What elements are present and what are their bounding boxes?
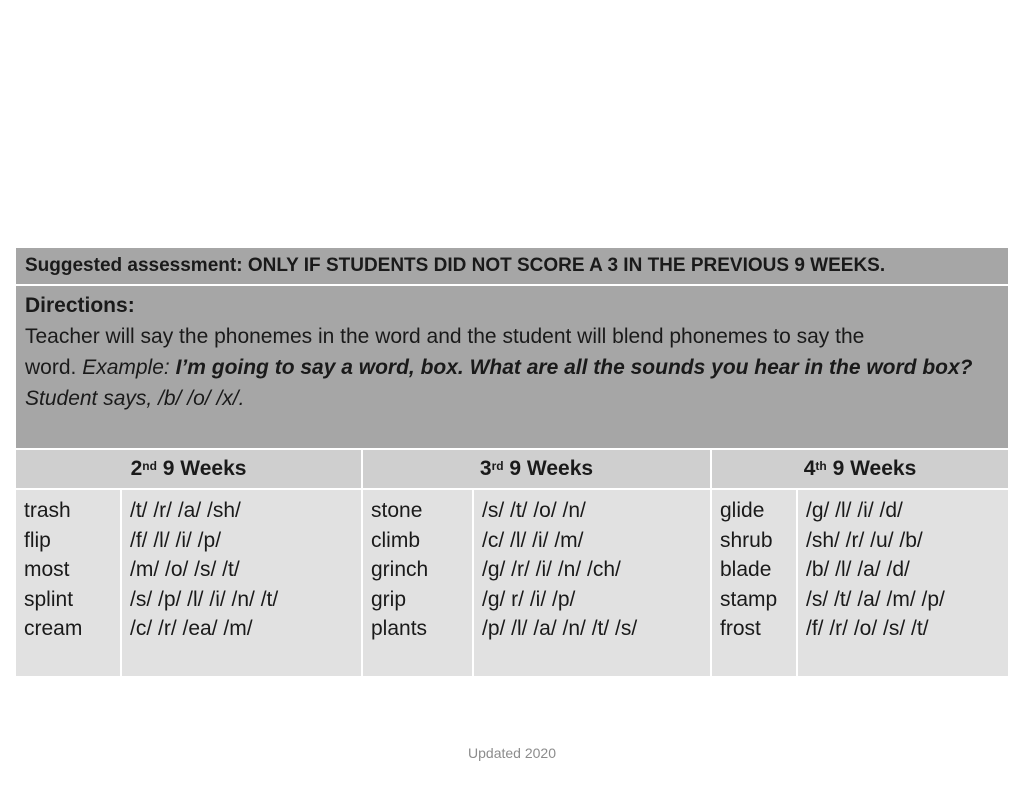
word: blade [720, 558, 772, 581]
assessment-table [16, 248, 1008, 676]
phonemes-3rd [474, 490, 712, 676]
week-label: 9 Weeks [503, 457, 594, 480]
word: grip [371, 587, 407, 611]
word: cream [24, 617, 83, 640]
phonemes: /s/ /t/ /o/ /n/ [482, 499, 586, 522]
example-label: Example: [82, 356, 176, 379]
directions-example [25, 352, 999, 383]
phonemes: /s/ /t/ /a/ /m/ /p/ [806, 587, 945, 611]
week-number: 3 [479, 457, 492, 480]
words-3rd [363, 490, 474, 676]
week-suffix: th [815, 459, 827, 473]
phonemes: /g/ /r/ /i/ /n/ /ch/ [482, 558, 621, 581]
week-header-2nd [16, 450, 363, 488]
assessment-header-row [16, 248, 1008, 286]
word: climb [371, 528, 421, 552]
week-label: 9 Weeks [156, 457, 247, 480]
word: trash [24, 499, 71, 522]
word: most [24, 558, 70, 581]
directions-line-2-start: word. [25, 356, 83, 379]
words-2nd [16, 490, 122, 676]
week-number: 2 [130, 457, 143, 480]
week-label: 9 Weeks [826, 457, 917, 480]
word: splint [24, 587, 74, 611]
week-header-3rd [363, 450, 712, 488]
word: plants [371, 617, 428, 640]
word-list-row [16, 490, 1008, 676]
assessment-note: ONLY IF STUDENTS DID NOT SCORE A 3 IN THE PREVIOUS 9 WEEKS. [247, 255, 886, 276]
weeks-header-row [16, 450, 1008, 490]
word: stone [371, 499, 423, 522]
word: glide [720, 499, 765, 522]
week-suffix: nd [142, 459, 157, 473]
phonemes: /t/ /r/ /a/ /sh/ [130, 499, 241, 522]
words-4th [712, 490, 798, 676]
phonemes: /m/ /o/ /s/ /t/ [130, 558, 240, 581]
phonemes: /g/ r/ /i/ /p/ [482, 587, 576, 611]
phonemes: /b/ /l/ /a/ /d/ [806, 558, 910, 581]
word: flip [24, 528, 51, 552]
phonemes: /f/ /r/ /o/ /s/ /t/ [806, 617, 929, 640]
phonemes-4th [798, 490, 1008, 676]
week-header-4th [712, 450, 1008, 488]
phonemes: /s/ /p/ /l/ /i/ /n/ /t/ [130, 587, 279, 611]
week-number: 4 [803, 457, 816, 480]
phonemes: /c/ /l/ /i/ /m/ [482, 528, 584, 552]
directions-row [16, 286, 1008, 450]
phonemes: /c/ /r/ /ea/ /m/ [130, 617, 253, 640]
phonemes: /f/ /l/ /i/ /p/ [130, 528, 222, 552]
word: frost [720, 617, 761, 640]
week-suffix: rd [491, 459, 504, 473]
phonemes: /p/ /l/ /a/ /n/ /t/ /s/ [482, 617, 638, 640]
student-says: Student says, /b/ /o/ /x/. [25, 387, 245, 410]
phonemes: /sh/ /r/ /u/ /b/ [806, 528, 923, 552]
assessment-label: Suggested assessment: [25, 255, 243, 276]
updated-footer: Updated 2020 [468, 745, 556, 761]
directions-line-1: Teacher will say the phonemes in the word and the student will blend phonemes to say the [25, 325, 865, 348]
word: shrub [720, 528, 773, 552]
directions-title: Directions: [25, 294, 135, 317]
phonemes: /g/ /l/ /i/ /d/ [806, 499, 903, 522]
phonemes-2nd [122, 490, 363, 676]
example-text: I’m going to say a word, box. What are all the sounds you hear in the word box? [175, 356, 973, 379]
word: stamp [720, 587, 778, 611]
word: grinch [371, 558, 429, 581]
